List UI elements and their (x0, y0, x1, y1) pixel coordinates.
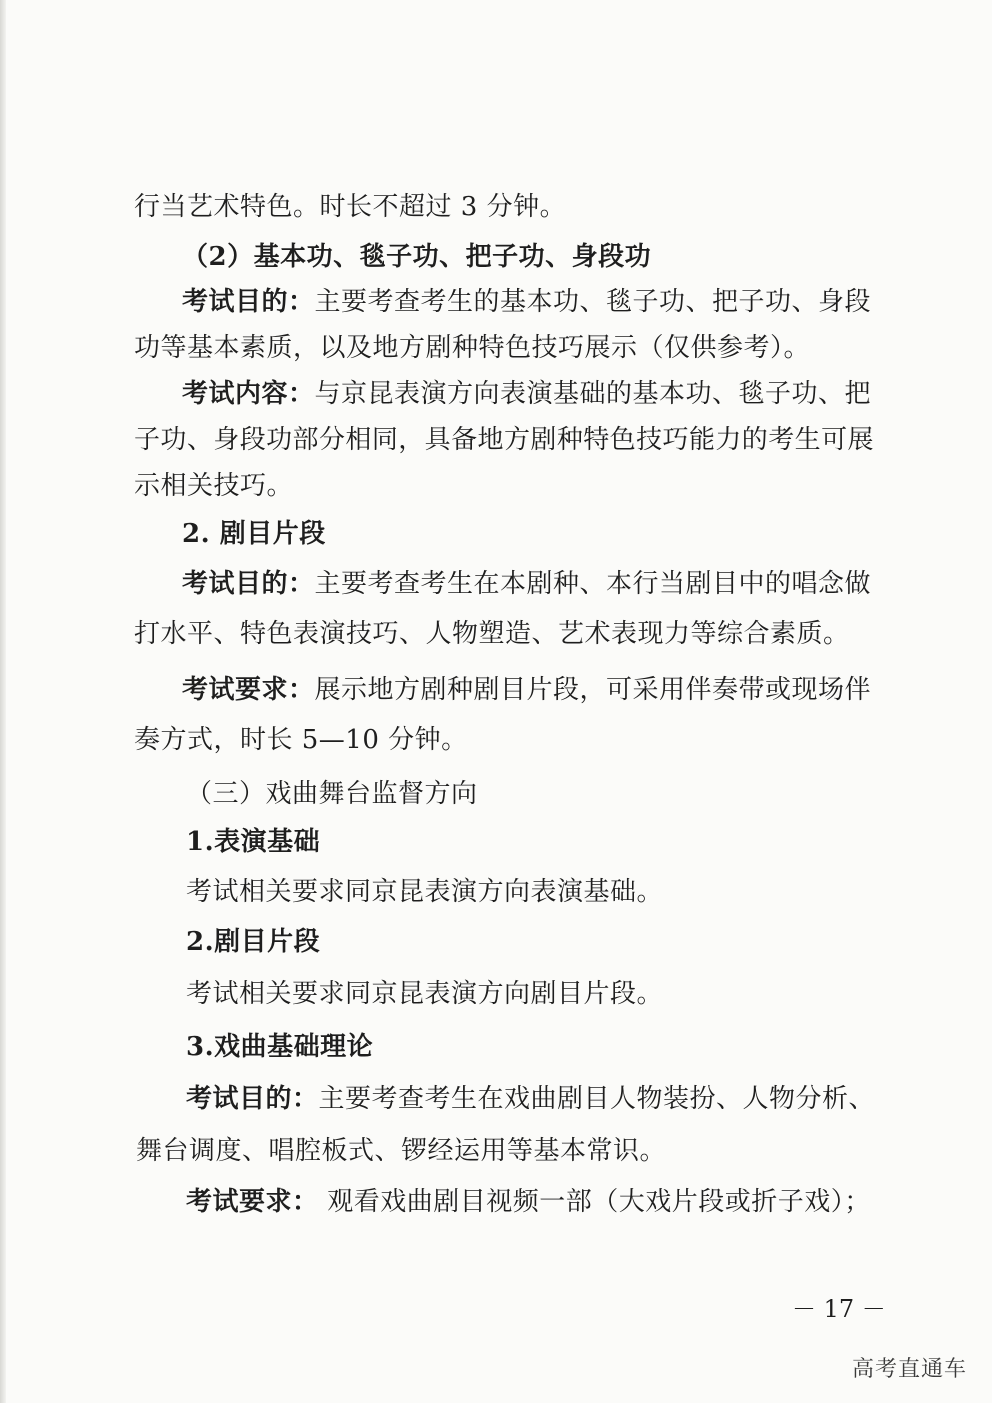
bold-label: 3.戏曲基础理论 (186, 1032, 374, 1062)
bold-label: 考试目的： (186, 1084, 319, 1114)
subheading-basic-skills (182, 240, 782, 274)
text-segment: 奏方式，时长 5—10 分钟。 (134, 725, 468, 755)
text-segment: 打水平、特色表演技巧、人物塑造、艺术表现力等综合素质。 (134, 619, 850, 649)
text-segment: 子功、身段功部分相同，具备地方剧种特色技巧能力的考生可展 (134, 425, 874, 455)
text-line-20 (136, 1134, 876, 1168)
heading-performance-basics (186, 825, 486, 859)
text-line-10 (134, 617, 874, 651)
text-segment: 主要考查考生的基本功、毯子功、把子功、身段 (314, 287, 872, 317)
text-segment: 主要考查考生在本剧种、本行当剧目中的唱念做 (314, 569, 872, 599)
bold-label: （2）基本功、毯子功、把子功、身段功 (182, 242, 652, 272)
text-segment: 观看戏曲剧目视频一部（大戏片段或折子戏）； (318, 1187, 871, 1217)
bold-label: 考试要求： (186, 1187, 319, 1217)
text-line-3 (182, 285, 872, 319)
bold-label: 2.剧目片段 (186, 927, 321, 957)
text-line-21 (186, 1185, 876, 1219)
text-line-11 (182, 673, 872, 707)
text-segment: 展示地方剧种剧目片段，可采用伴奏带或现场伴 (314, 675, 872, 705)
text-segment: （三）戏曲舞台监督方向 (186, 779, 478, 809)
bold-label: 考试内容： (182, 379, 315, 409)
text-segment: 考试相关要求同京昆表演方向剧目片段。 (186, 979, 664, 1009)
page-number: － 17 － (792, 1295, 886, 1323)
text-line-6 (134, 423, 874, 457)
bold-label: 考试目的： (182, 569, 315, 599)
text-line-4 (134, 331, 874, 365)
text-segment: 与京昆表演方向表演基础的基本功、毯子功、把 (314, 379, 872, 409)
text-line-7 (134, 469, 434, 503)
text-line-9 (182, 567, 872, 601)
text-segment: 考试相关要求同京昆表演方向表演基础。 (186, 877, 664, 907)
heading-repertoire-excerpt (182, 517, 482, 551)
bold-label: 考试目的： (182, 287, 315, 317)
bold-label: 1.表演基础 (186, 827, 321, 857)
text-line-5 (182, 377, 872, 411)
text-segment: 功等基本素质，以及地方剧种特色技巧展示（仅供参考）。 (134, 333, 811, 363)
text-segment: 示相关技巧。 (134, 471, 294, 501)
heading-repertoire-excerpt-2 (186, 925, 486, 959)
bold-label: 2. 剧目片段 (182, 519, 326, 549)
text-line-1 (134, 190, 874, 224)
text-segment: 行当艺术特色。时长不超过 3 分钟。 (134, 192, 567, 222)
text-line-19 (186, 1082, 876, 1116)
section-heading-stage-management (186, 777, 686, 811)
text-line-15 (186, 875, 786, 909)
bold-label: 考试要求： (182, 675, 315, 705)
watermark: 高考直通车 (852, 1357, 968, 1382)
text-segment: 舞台调度、唱腔板式、锣经运用等基本常识。 (136, 1136, 667, 1166)
text-line-12 (134, 723, 634, 757)
text-line-17 (186, 977, 786, 1011)
heading-opera-theory (186, 1030, 486, 1064)
text-segment: 主要考查考生在戏曲剧目人物装扮、人物分析、 (318, 1084, 876, 1114)
